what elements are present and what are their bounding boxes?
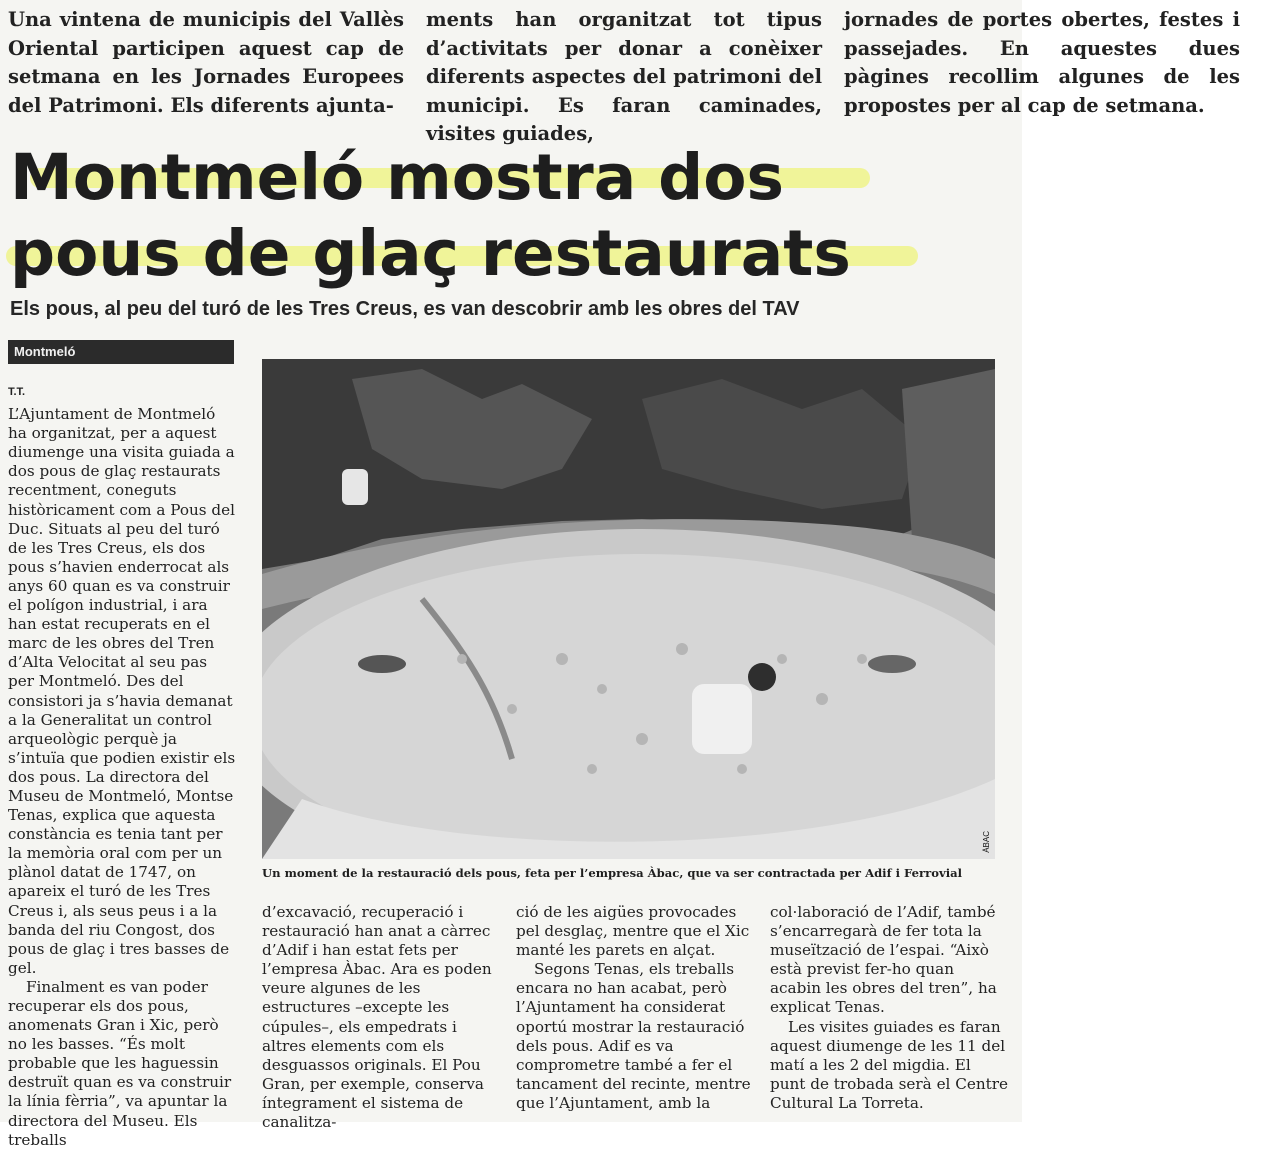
photo-caption: Un moment de la restauració dels pous, feta per l’empresa Àbac, que va ser contractada per Adif i Ferrovial [262, 866, 963, 880]
headline-line-2 [10, 216, 1010, 292]
section-label: Montmeló [8, 340, 234, 364]
subheadline: Els pous, al peu del turó de les Tres Creus, es van descobrir amb les obres del TAV [10, 298, 800, 320]
photo-credit: ÀBAC [982, 831, 991, 853]
article-column-4 [770, 903, 1008, 1113]
paragraph: ció de les aigües provocades pel desglaç, mentre que el Xic manté les parets en alçat. [516, 903, 750, 960]
intro-block [8, 6, 1250, 145]
intro-column-3: jornades de portes obertes, festes i passejades. En aquestes dues pàgines recollim algunes de les propostes per al cap de setmana. [844, 8, 1240, 117]
paragraph: Les visites guiades es faran aquest diumenge de les 11 del matí a les 2 del migdia. El punt de trobada serà el Centre Cultural La Torreta. [770, 1017, 1008, 1112]
headline-line-1-text: Montmeló mostra dos [10, 141, 785, 214]
article-column-3 [516, 903, 754, 1113]
paragraph: L’Ajuntament de Montmeló ha organitzat, per a aquest diumenge una visita guiada a dos pous de glaç restaurats recentment, coneguts històricament com a Pous del Duc. Situats al peu del turó de les Tres Creus, els dos pous s’havien enderrocat als anys 60 quan es va construir el polígon industrial, i ara han estat recuperats en el marc de les obres del Tren d’Alta Velocitat al seu pas per Montmeló. Des del consistori ja s’havia demanat a la Generalitat un control arqueològic perquè ja s’intuïa que podien existir els dos pous. La directora del Museu de Montmeló, Montse Tenas, explica que aquesta constància es tenia tant per la memòria oral com per un plànol datat de 1747, on apareix el turó de les Tres Creus i, als seus peus i a la banda del riu Congost, dos pous de glaç i tres basses de gel. [8, 405, 236, 977]
headline [10, 140, 1010, 292]
intro-column-2: ments han organitzat tot tipus d’activitats per donar a conèixer diferents aspectes del patrimoni del municipi. Es faran caminades, visites guiades, [426, 8, 822, 145]
paragraph: d’excavació, recuperació i restauració han anat a càrrec d’Adif i han estat fets per l’empresa Àbac. Ara es poden veure algunes de les estructures –excepte les cúpules–, els empedrats i altres elements com els desguassos originals. El Pou Gran, per exemple, conserva íntegrament el sistema de canalitza- [262, 903, 492, 1132]
paragraph: Segons Tenas, els treballs encara no han acabat, però l’Ajuntament ha considerat oportú mostrar la restauració dels pous. Adif es va comprometre també a fer el tancament del recinte, mentre que l’Ajuntament, amb la [516, 960, 751, 1112]
article-column-2 [262, 903, 500, 1132]
paragraph: Finalment es van poder recuperar els dos pous, anomenats Gran i Xic, però no les basses. “És molt probable que les haguessin destruït quan es va construir la línia fèrria”, va apuntar la directora del Museu. Els treballs [8, 977, 232, 1149]
headline-line-2-text: pous de glaç restaurats [10, 217, 851, 290]
headline-line-1 [10, 140, 1010, 216]
photo-illustration [262, 359, 995, 859]
paragraph: col·laboració de l’Adif, també s’encarregarà de fer tota la museïtzació de l’espai. “Això està previst fer-ho quan acabin les obres del tren”, ha explicat Tenas. [770, 903, 997, 1017]
article-photo [262, 359, 995, 859]
byline: T.T. [8, 386, 26, 398]
intro-column-1: Una vintena de municipis del Vallès Oriental participen aquest cap de setmana en les Jornades Europees del Patrimoni. Els diferents ajunta- [8, 8, 404, 117]
article-column-1 [8, 383, 236, 1150]
